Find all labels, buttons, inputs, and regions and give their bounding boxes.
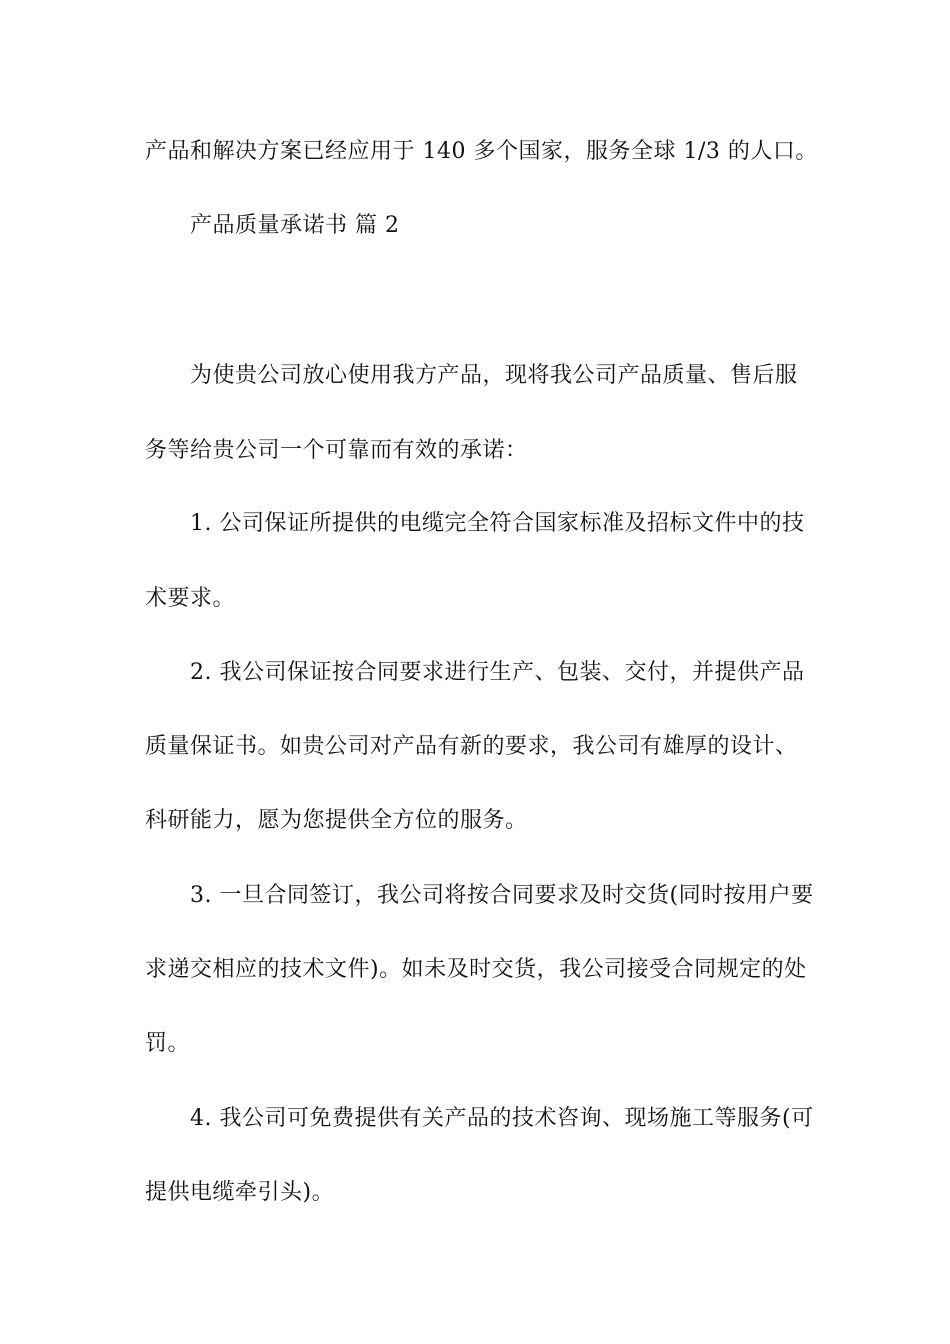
- list-item-line: 提供电缆牵引头)。: [145, 1180, 335, 1205]
- list-item-line: 2. 我公司保证按合同要求进行生产、包装、交付，并提供产品: [190, 660, 805, 685]
- list-item-line: 科研能力，愿为您提供全方位的服务。: [145, 808, 528, 833]
- paragraph-line: 为使贵公司放心使用我方产品，现将我公司产品质量、售后服: [190, 363, 798, 388]
- paragraph-line: 务等给贵公司一个可靠而有效的承诺：: [145, 438, 528, 463]
- list-item-line: 4. 我公司可免费提供有关产品的技术咨询、现场施工等服务(可: [190, 1106, 814, 1131]
- list-item-line: 术要求。: [145, 586, 236, 611]
- section-heading: 产品质量承诺书 篇 2: [190, 213, 400, 238]
- paragraph-line: 产品和解决方案已经应用于 140 多个国家，服务全球 1/3 的人口。: [145, 139, 818, 164]
- list-item-line: 1. 公司保证所提供的电缆完全符合国家标准及招标文件中的技: [190, 511, 805, 536]
- list-item-line: 3. 一旦合同签订，我公司将按合同要求及时交货(同时按用户要: [190, 883, 814, 908]
- list-item-line: 罚。: [145, 1031, 191, 1056]
- list-item-line: 质量保证书。如贵公司对产品有新的要求，我公司有雄厚的设计、: [145, 734, 798, 759]
- list-item-line: 求递交相应的技术文件)。如未及时交货，我公司接受合同规定的处: [145, 957, 807, 982]
